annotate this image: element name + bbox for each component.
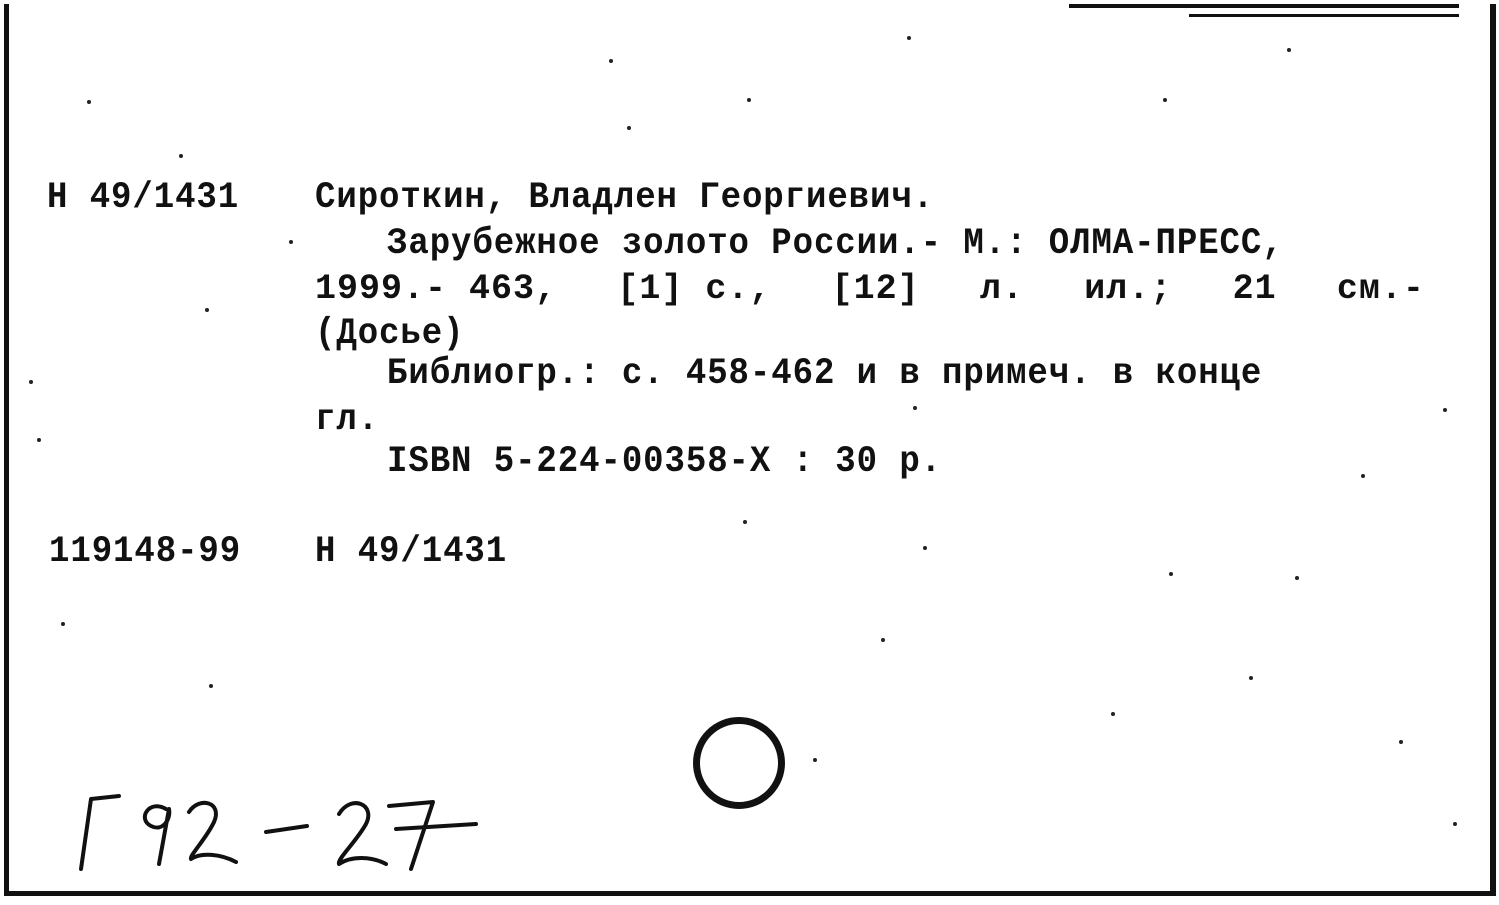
speck xyxy=(609,59,613,63)
speck xyxy=(907,36,911,40)
top-edge-line xyxy=(1069,4,1459,8)
speck xyxy=(881,638,885,642)
speck xyxy=(1111,712,1115,716)
speck xyxy=(1169,572,1173,576)
speck xyxy=(813,758,817,762)
speck xyxy=(743,520,747,524)
imprint-part: [1] с., xyxy=(617,269,772,309)
inventory-number: 119148-99 xyxy=(49,531,242,573)
top-edge-line xyxy=(1189,14,1459,17)
shelfmark-top: Н 49/1431 xyxy=(47,177,240,219)
speck xyxy=(1399,740,1403,744)
bibliography-note-continued: гл. xyxy=(315,399,380,441)
speck xyxy=(1249,676,1253,680)
speck xyxy=(1295,576,1299,580)
speck xyxy=(61,622,65,626)
imprint-part: л. xyxy=(979,269,1024,309)
handwriting-strokes xyxy=(71,774,491,884)
speck xyxy=(37,438,41,442)
series-line: (Досье) xyxy=(315,313,465,355)
speck xyxy=(913,406,917,410)
speck xyxy=(1453,822,1457,826)
speck xyxy=(1287,48,1291,52)
author-heading: Сироткин, Владлен Георгиевич. xyxy=(315,177,935,219)
imprint-line xyxy=(315,269,1425,309)
imprint-part: см.- xyxy=(1336,269,1425,309)
speck xyxy=(1361,474,1365,478)
speck xyxy=(747,98,751,102)
imprint-part: 1999.- 463, xyxy=(315,269,558,309)
handwritten-code xyxy=(71,774,491,889)
speck xyxy=(209,684,213,688)
speck xyxy=(87,100,91,104)
speck xyxy=(205,308,209,312)
imprint-part: [12] xyxy=(831,269,920,309)
bibliography-note: Библиогр.: с. 458-462 и в примеч. в конце xyxy=(387,353,1263,395)
imprint-part: 21 xyxy=(1232,269,1277,309)
imprint-part: ил.; xyxy=(1084,269,1173,309)
speck xyxy=(923,546,927,550)
speck xyxy=(627,126,631,130)
title-line: Зарубежное золото России.- М.: ОЛМА-ПРЕСС, xyxy=(387,223,1284,265)
catalog-card xyxy=(4,4,1496,896)
speck xyxy=(179,154,183,158)
speck xyxy=(29,380,33,384)
punch-hole-icon xyxy=(693,717,785,809)
speck xyxy=(289,240,293,244)
speck xyxy=(1443,408,1447,412)
shelfmark-bottom: Н 49/1431 xyxy=(315,531,508,573)
speck xyxy=(1163,98,1167,102)
isbn-line: ISBN 5-224-00358-X : 30 р. xyxy=(387,441,943,483)
